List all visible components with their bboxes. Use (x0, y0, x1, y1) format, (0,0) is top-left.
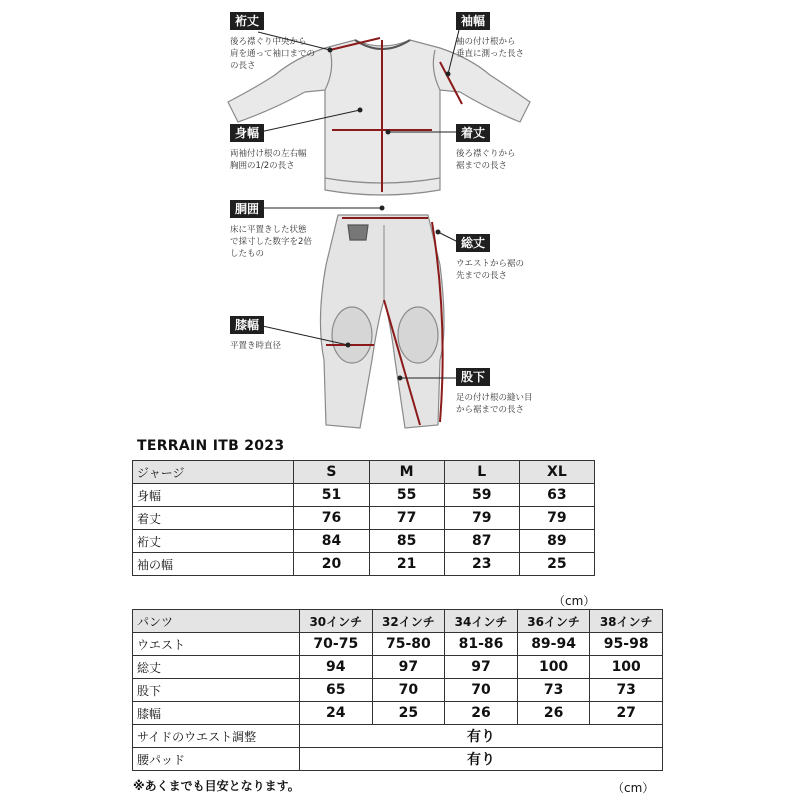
table-cell: 有り (300, 725, 663, 748)
row-label: 裄丈 (133, 530, 294, 553)
desc-sleeve-width: 袖の付け根から 垂直に測った長さ (456, 37, 525, 59)
table-cell: 79 (519, 507, 594, 530)
pants-illustration (320, 215, 444, 428)
table-row (133, 656, 663, 679)
jersey-size-table (132, 460, 595, 576)
table-cell: 73 (590, 679, 663, 702)
desc-inseam: 足の付け根の縫い目 から裾までの長さ (456, 393, 533, 415)
table-cell: 23 (444, 553, 519, 576)
table-cell: 有り (300, 748, 663, 771)
desc-body-width: 両袖付け根の左右幅 胸囲の1/2の長さ (230, 149, 307, 171)
table-cell: 89-94 (517, 633, 590, 656)
header-cell: 34インチ (445, 610, 518, 633)
table-cell: 89 (519, 530, 594, 553)
row-label: ウエスト (133, 633, 300, 656)
label-sleeve-reach: 裄丈 (230, 12, 264, 30)
header-cell: 30インチ (300, 610, 373, 633)
table-header-row (133, 610, 663, 633)
table-cell: 20 (294, 553, 369, 576)
header-cell: M (369, 461, 444, 484)
table-cell: 26 (517, 702, 590, 725)
row-label: 膝幅 (133, 702, 300, 725)
row-label: 着丈 (133, 507, 294, 530)
table-cell: 21 (369, 553, 444, 576)
table-row (133, 633, 663, 656)
header-cell: 36インチ (517, 610, 590, 633)
table-cell: 26 (445, 702, 518, 725)
table-cell: 100 (517, 656, 590, 679)
label-body-width: 身幅 (230, 124, 264, 142)
table-cell: 85 (369, 530, 444, 553)
table-cell: 70 (445, 679, 518, 702)
table-cell: 55 (369, 484, 444, 507)
table-cell: 81-86 (445, 633, 518, 656)
table-cell: 79 (444, 507, 519, 530)
jersey-unit: （cm） (553, 594, 596, 608)
label-knee-width: 膝幅 (230, 316, 264, 334)
table-cell: 97 (445, 656, 518, 679)
table-cell: 63 (519, 484, 594, 507)
series-title: TERRAIN ITB 2023 (137, 438, 285, 454)
label-inseam: 股下 (456, 368, 490, 386)
table-row (133, 679, 663, 702)
table-row (133, 553, 595, 576)
desc-length: 後ろ襟ぐりから 裾までの長さ (456, 149, 516, 171)
table-row (133, 748, 663, 771)
table-cell: 75-80 (372, 633, 445, 656)
table-cell: 73 (517, 679, 590, 702)
header-cell: ジャージ (133, 461, 294, 484)
header-cell: 32インチ (372, 610, 445, 633)
table-cell: 24 (300, 702, 373, 725)
table-cell: 51 (294, 484, 369, 507)
table-cell: 25 (519, 553, 594, 576)
table-cell: 94 (300, 656, 373, 679)
table-cell: 84 (294, 530, 369, 553)
row-label: 袖の幅 (133, 553, 294, 576)
label-sleeve-width: 袖幅 (456, 12, 490, 30)
table-row (133, 702, 663, 725)
pants-unit: （cm） (612, 781, 655, 795)
table-cell: 65 (300, 679, 373, 702)
label-length: 着丈 (456, 124, 490, 142)
table-cell: 27 (590, 702, 663, 725)
footnote: ※あくまでも目安となります。 (133, 779, 300, 793)
desc-sleeve-reach: 後ろ襟ぐり中央から 肩を通って袖口までの の長さ (230, 37, 316, 71)
row-label: 腰パッド (133, 748, 300, 771)
table-cell: 76 (294, 507, 369, 530)
label-waist: 胴囲 (230, 200, 264, 218)
table-row (133, 530, 595, 553)
pants-size-table (132, 609, 663, 771)
header-cell: L (444, 461, 519, 484)
table-cell: 70 (372, 679, 445, 702)
table-row (133, 507, 595, 530)
table-header-row (133, 461, 595, 484)
table-cell: 97 (372, 656, 445, 679)
table-cell: 25 (372, 702, 445, 725)
label-total-length: 総丈 (456, 234, 490, 252)
header-cell: パンツ (133, 610, 300, 633)
header-cell: XL (519, 461, 594, 484)
desc-knee-width: 平置き時直径 (230, 341, 282, 351)
row-label: 総丈 (133, 656, 300, 679)
row-label: 身幅 (133, 484, 294, 507)
table-cell: 70-75 (300, 633, 373, 656)
row-label: サイドのウエスト調整 (133, 725, 300, 748)
table-row (133, 484, 595, 507)
header-cell: S (294, 461, 369, 484)
table-cell: 87 (444, 530, 519, 553)
header-cell: 38インチ (590, 610, 663, 633)
table-cell: 77 (369, 507, 444, 530)
desc-total-length: ウエストから裾の 先までの長さ (456, 259, 525, 281)
row-label: 股下 (133, 679, 300, 702)
table-row (133, 725, 663, 748)
table-cell: 59 (444, 484, 519, 507)
table-cell: 95-98 (590, 633, 663, 656)
table-cell: 100 (590, 656, 663, 679)
desc-waist: 床に平置きした状態 で採寸した数字を2倍 したもの (230, 225, 312, 259)
